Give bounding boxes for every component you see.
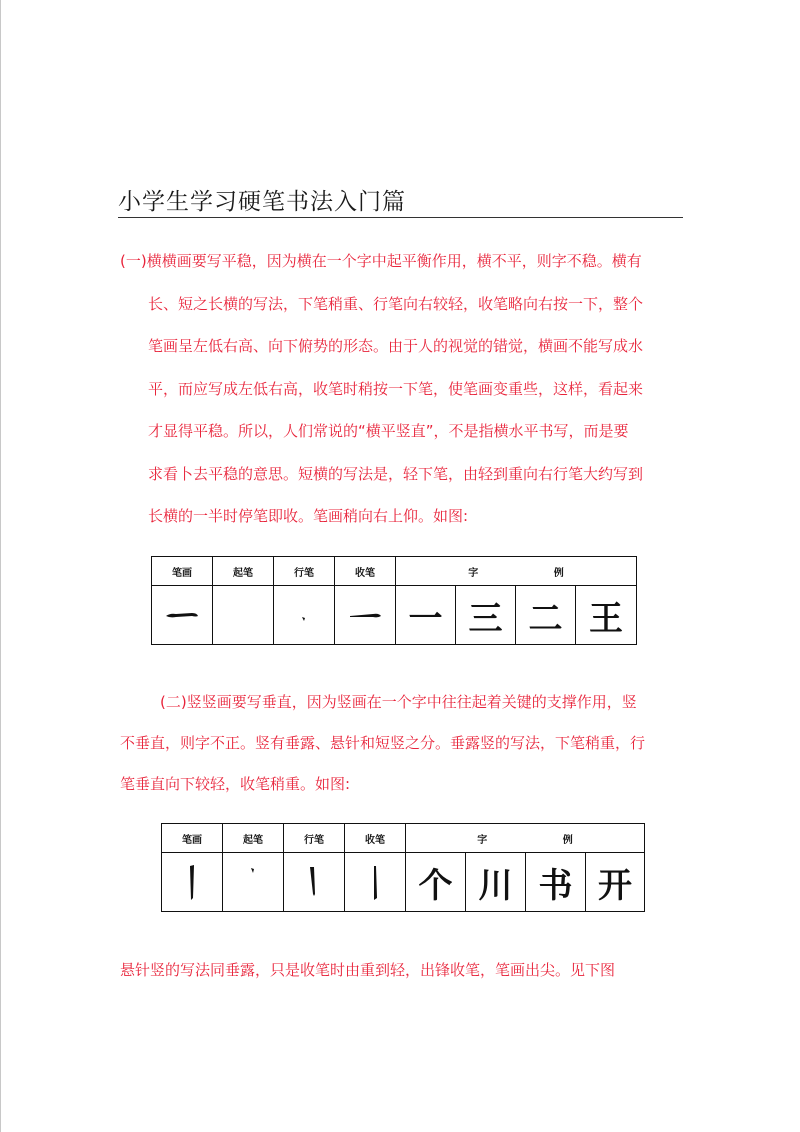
finish-cell	[335, 586, 396, 645]
stroke-shu-cell	[162, 853, 223, 912]
paragraph-shu	[120, 687, 692, 810]
example-char: 三	[456, 586, 516, 645]
start-cell	[213, 586, 274, 645]
header-stroke: 笔画	[152, 557, 213, 586]
text-line: 平，而应写成左低右高，收笔时稍按一下笔，使笔画变重些，这样，看起来	[148, 379, 644, 398]
header-start: 起笔	[223, 824, 284, 853]
text-line: 不垂直，则字不正。竖有垂露、悬针和短竖之分。垂露竖的写法，下笔稍重，行	[120, 734, 646, 752]
text-line: 求看卜去平稳的意思。短横的写法是，轻下笔，由轻到重向右行笔大约写到	[148, 464, 644, 483]
header-start: 起笔	[213, 557, 274, 586]
header-finish: 收笔	[335, 557, 396, 586]
shu-stroke-table	[161, 823, 645, 912]
shu-finish-stroke-icon	[365, 860, 385, 904]
text-line: 长横的一半时停笔即收。笔画稍向右上仰。如图:	[148, 507, 469, 525]
header-stroke: 笔画	[162, 824, 223, 853]
header-move: 行笔	[274, 557, 335, 586]
example-char: 个	[406, 853, 466, 912]
example-char: 川	[466, 853, 526, 912]
shu-start-stroke-icon	[243, 860, 263, 904]
heng-finish-stroke-icon	[345, 605, 385, 625]
example-char: 一	[396, 586, 456, 645]
heng-stroke-icon	[162, 605, 202, 625]
text-line: (一)横横画要写平稳，因为横在一个字中起平衡作用，横不平，则字不稳。横有	[120, 252, 642, 270]
finish-cell	[345, 853, 406, 912]
example-char: 开	[586, 853, 645, 912]
page-title: 小学生学习硬笔书法入门篇	[118, 189, 406, 215]
paragraph-xuanzhen: 悬针竖的写法同垂露，只是收笔时由重到轻，出锋收笔，笔画出尖。见下图	[120, 961, 616, 979]
move-cell	[274, 586, 335, 645]
start-cell	[223, 853, 284, 912]
text-line: 长、短之长横的写法，下笔稍重、行笔向右较轻，收笔略向右按一下，整个	[148, 294, 644, 313]
text-line: (二)竖竖画要写垂直，因为竖画在一个字中往往起着关键的支撑作用，竖	[160, 693, 637, 711]
shu-stroke-icon	[182, 860, 202, 904]
shu-move-stroke-icon	[304, 860, 324, 904]
move-cell	[284, 853, 345, 912]
header-finish: 收笔	[345, 824, 406, 853]
paragraph-heng	[120, 246, 692, 544]
header-examples: 字 例	[406, 824, 645, 853]
header-examples: 字 例	[396, 557, 637, 586]
text-line: 才显得平稳。所以，人们常说的“横平竖直”，不是指横水平书写，而是要	[148, 422, 629, 440]
text-line: 笔垂直向下较轻，收笔稍重。如图:	[120, 775, 351, 793]
example-char: 书	[526, 853, 586, 912]
header-move: 行笔	[284, 824, 345, 853]
title-underline	[118, 217, 683, 218]
stroke-heng-cell	[152, 586, 213, 645]
example-char: 二	[516, 586, 576, 645]
dot-stroke-icon	[294, 605, 314, 625]
page-edge	[0, 0, 1, 1132]
text-line: 笔画呈左低右高、向下俯势的形态。由于人的视觉的错觉，横画不能写成水	[148, 337, 644, 355]
example-char: 王	[576, 586, 637, 645]
heng-stroke-table	[151, 556, 637, 645]
